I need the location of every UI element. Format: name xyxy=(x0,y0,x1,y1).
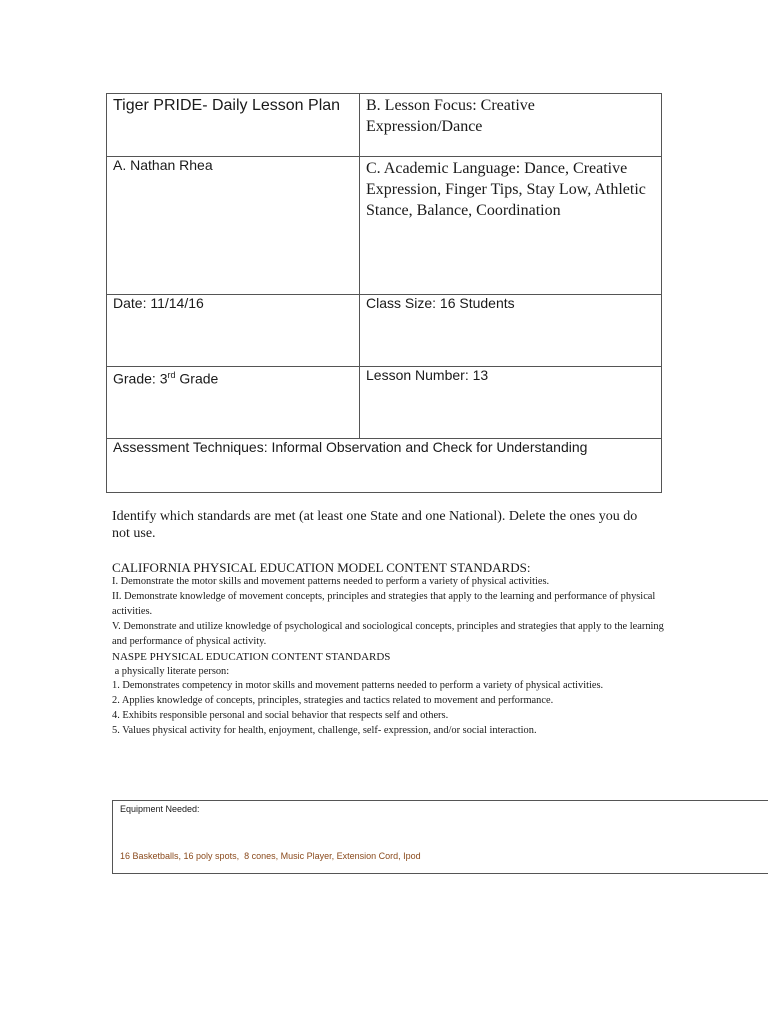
academic-language: C. Academic Language: Dance, Creative Expression, Finger Tips, Stay Low, Athletic Stance, Balance, Coordination xyxy=(360,157,662,295)
grade-suffix: Grade xyxy=(175,370,219,387)
standards-instructions: Identify which standards are met (at least one State and one National). Delete the ones you do not use. xyxy=(112,509,638,541)
naspe-heading: NASPE PHYSICAL EDUCATION CONTENT STANDARDS xyxy=(112,650,391,663)
equipment-items: 16 Basketballs, 16 poly spots, 8 cones, Music Player, Extension Cord, Ipod xyxy=(120,851,421,861)
equipment-label: Equipment Needed: xyxy=(120,804,200,814)
naspe-standard: 2. Applies knowledge of concepts, principles, strategies and tactics related to movement and performance. xyxy=(112,695,554,707)
naspe-subheading: a physically literate person: xyxy=(112,665,230,677)
naspe-standard: 4. Exhibits responsible personal and social behavior that respects self and others. xyxy=(112,710,449,722)
naspe-standard: 1. Demonstrates competency in motor skills and movement patterns needed to perform a variety of physical activities. xyxy=(112,680,604,692)
grade-level xyxy=(107,367,360,439)
california-heading: CALIFORNIA PHYSICAL EDUCATION MODEL CONTENT STANDARDS: xyxy=(112,560,531,575)
grade-ordinal: rd xyxy=(167,370,176,380)
california-standard: II. Demonstrate knowledge of movement concepts, principles and strategies that apply to the learning and performance of physical activities. xyxy=(112,590,656,617)
lesson-plan-table xyxy=(106,93,662,493)
plan-title: Tiger PRIDE- Daily Lesson Plan xyxy=(107,94,360,157)
lesson-number: Lesson Number: 13 xyxy=(360,367,662,439)
california-standard: V. Demonstrate and utilize knowledge of psychological and sociological concepts, principles and strategies that apply to the learning and performance of physical activity. xyxy=(112,620,664,647)
naspe-standard: 5. Values physical activity for health, enjoyment, challenge, self- expression, and/or social interaction. xyxy=(112,725,537,737)
teacher-name: A. Nathan Rhea xyxy=(107,157,360,295)
class-size: Class Size: 16 Students xyxy=(360,295,662,367)
grade-prefix: Grade: 3 xyxy=(113,370,168,387)
equipment-box xyxy=(112,800,768,874)
lesson-focus: B. Lesson Focus: Creative Expression/Dance xyxy=(360,94,662,157)
california-standard: I. Demonstrate the motor skills and movement patterns needed to perform a variety of physical activities. xyxy=(112,576,550,587)
assessment-techniques: Assessment Techniques: Informal Observation and Check for Understanding xyxy=(107,439,662,493)
lesson-date: Date: 11/14/16 xyxy=(107,295,360,367)
standards-section xyxy=(112,560,672,739)
